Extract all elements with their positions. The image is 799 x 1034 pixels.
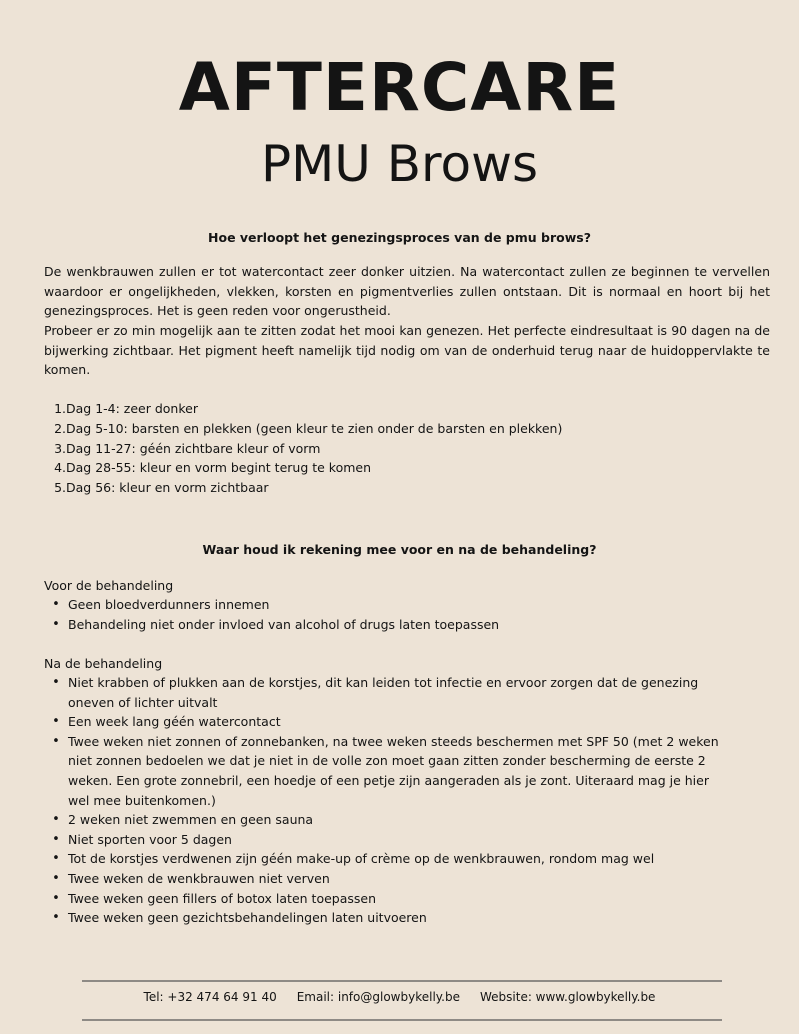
list-item [44,908,770,928]
bullet-icon: • [52,733,60,749]
bullet-icon: • [52,831,60,847]
bullet-icon: • [52,910,60,926]
list-item-text: Niet sporten voor 5 dagen [68,831,232,847]
list-item-text: Geen bloedverdunners innemen [68,597,270,612]
list-item-text: Twee weken niet zonnen of zonnebanken, na twee weken steeds beschermen met SPF 50 (met 2 weken niet zonnen bedoelen we dat je niet in de volle zon moet gaan zitten zonder bescherming de eerste 2 weken. Een grote zonnebril, een hoedje of een petje zijn aangeraden als je zont. Uiteraard mag je hier wel mee buitenkomen.) [68,733,719,808]
list-item [44,478,770,498]
footer-top-divider [82,980,722,982]
list-item [44,615,770,635]
list-item [44,439,770,459]
list-item-text: Niet krabben of plukken aan de korstjes, dit kan leiden tot infectie en ervoor zorgen dat de genezing oneven of lichter uitvalt [68,675,699,710]
list-item [44,849,770,869]
step-text: Dag 1-4: zeer donker [66,401,198,416]
list-item [44,869,770,889]
after-treatment-label: Na de behandeling [44,656,163,671]
care-heading: Waar houd ik rekening mee voor en na de behandeling? [202,542,597,557]
list-item-text: Een week lang géén watercontact [68,714,281,730]
list-item-text: Twee weken geen gezichtsbehandelingen laten uitvoeren [68,910,427,926]
list-item [44,419,770,439]
step-number: 2. [54,420,66,436]
step-text: Dag 28-55: kleur en vorm begint terug te komen [66,460,372,476]
list-item-text: Behandeling niet onder invloed van alcohol of drugs laten toepassen [68,616,500,632]
step-number: 1. [54,401,66,416]
step-number: 5. [54,480,66,496]
before-treatment-list [44,595,770,634]
list-item-text: Twee weken de wenkbrauwen niet verven [68,870,330,886]
healing-heading: Hoe verloopt het genezingsproces van de pmu brows? [208,230,591,245]
list-item [44,399,770,419]
footer-email: Email: info@glowbykelly.be [296,990,460,1004]
list-item [44,889,770,909]
healing-paragraph-2: Probeer er zo min mogelijk aan te zitten zodat het mooi kan genezen. Het perfecte eindresultaat is 90 dagen na de bijwerking zichtbaar. Het pigment heeft namelijk tijd nodig om van de onderhuid terug naar de huidoppervlakte te komen. [44,323,770,377]
footer-contact [0,990,799,1004]
bullet-icon: • [52,616,60,632]
step-number: 4. [54,460,66,476]
list-item [44,595,770,615]
step-text: Dag 11-27: géén zichtbare kleur of vorm [66,440,321,456]
healing-paragraph-1: De wenkbrauwen zullen er tot watercontact zeer donker uitzien. Na watercontact zullen ze beginnen te vervellen waardoor er ongelijkheden, vlekken, korsten en pigmentverlies zullen ontstaan. Dit is normaal en hoort bij het genezingsproces. Het is geen reden voor ongerustheid. [44,264,770,318]
list-item [44,830,770,850]
list-item-text: 2 weken niet zwemmen en geen sauna [68,812,314,828]
page-subtitle: PMU Brows [260,135,539,193]
step-text: Dag 5-10: barsten en plekken (geen kleur te zien onder de barsten en plekken) [66,420,563,436]
step-number: 3. [54,440,66,456]
bullet-icon: • [52,851,60,867]
list-item [44,458,770,478]
page-title: AFTERCARE [178,49,621,126]
step-text: Dag 56: kleur en vorm zichtbaar [66,480,269,496]
list-item [44,810,770,830]
footer-phone: Tel: +32 474 64 91 40 [143,990,277,1004]
healing-steps-list [44,399,770,498]
footer-website: Website: www.glowbykelly.be [479,990,656,1004]
list-item-text: Tot de korstjes verdwenen zijn géén make-up of crème op de wenkbrauwen, rondom mag wel [68,851,655,867]
bullet-icon: • [52,812,60,828]
bullet-icon: • [52,675,60,690]
list-item-text: Twee weken geen fillers of botox laten toepassen [68,890,377,906]
footer-bottom-divider [82,1019,722,1021]
bullet-icon: • [52,870,60,886]
after-treatment-list [44,673,770,928]
bullet-icon: • [52,890,60,906]
list-item [44,712,770,732]
bullet-icon: • [52,597,60,612]
list-item [44,673,770,712]
bullet-icon: • [52,714,60,730]
list-item [44,732,770,810]
before-treatment-label: Voor de behandeling [44,578,174,593]
